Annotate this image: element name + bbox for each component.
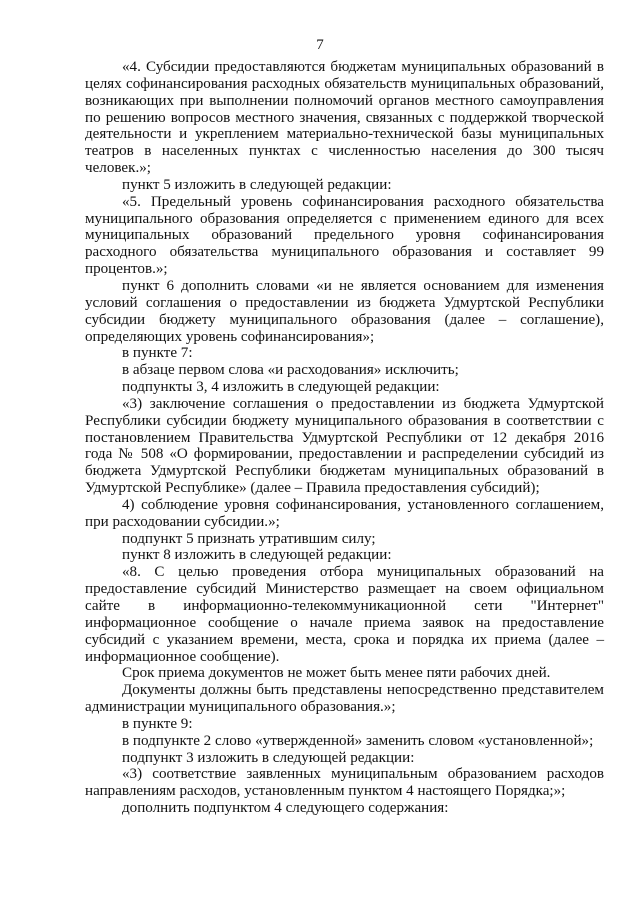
paragraph: в пункте 7: <box>122 345 193 362</box>
paragraph: Документы должны быть представлены непосредственно представителем администрации муниципального образования.»; <box>85 682 604 716</box>
paragraph: пункт 5 изложить в следующей редакции: <box>122 176 392 193</box>
paragraph: пункт 6 дополнить словами «и не является основанием для изменения условий соглашения о предоставлении из бюджета Удмуртской Республики субсидии бюджету муниципального образования (далее – соглашение), определяющих уровень софинансирования»; <box>85 277 604 345</box>
paragraph: в подпункте 2 слово «утвержденной» заменить словом «установленной»; <box>122 732 594 749</box>
paragraph: «8. С целью проведения отбора муниципальных образований на предоставление субсидий Министерство размещает на своем официальном сайте в информационно-телекоммуникационной сети "Интернет" информационное сообщение о начале приема заявок на предоставление субсидий с указанием времени, места, срока и порядка их приема (далее – информационное сообщение). <box>85 564 604 665</box>
paragraph: «5. Предельный уровень софинансирования расходного обязательства муниципального образования определяется с применением единого для всех муниципальных образований предельного уровня софинансирования расходного обязательства муниципального образования и составляет 99 процентов.»; <box>85 193 604 278</box>
document-body <box>85 59 604 817</box>
paragraph: в абзаце первом слова «и расходования» исключить; <box>122 362 459 379</box>
paragraph: подпункты 3, 4 изложить в следующей редакции: <box>122 379 440 396</box>
paragraph: Срок приема документов не может быть менее пяти рабочих дней. <box>122 665 551 682</box>
paragraph: подпункт 3 изложить в следующей редакции: <box>122 749 415 766</box>
paragraph: 4) соблюдение уровня софинансирования, установленного соглашением, при расходовании субсидии.»; <box>85 496 604 530</box>
paragraph: «4. Субсидии предоставляются бюджетам муниципальных образований в целях софинансирования расходных обязательств муниципальных образований, возникающих при выполнении полномочий органов местного самоуправления по решению вопросов местного значения, связанных с поддержкой творческой деятельности и укреплением материально-технической базы муниципальных театров в населенных пунктах с численностью населения до 300 тысяч человек.»; <box>85 59 604 177</box>
paragraph: пункт 8 изложить в следующей редакции: <box>122 547 392 564</box>
paragraph: подпункт 5 признать утратившим силу; <box>122 530 376 547</box>
paragraph: дополнить подпунктом 4 следующего содержания: <box>122 800 449 817</box>
paragraph: «3) соответствие заявленных муниципальным образованием расходов направлениям расходов, установленным пунктом 4 настоящего Порядка;»; <box>85 766 604 800</box>
paragraph: в пункте 9: <box>122 715 193 732</box>
page-number: 7 <box>316 37 324 53</box>
paragraph: «3) заключение соглашения о предоставлении из бюджета Удмуртской Республики субсидии бюджету муниципального образования в соответствии с постановлением Правительства Удмуртской Республики от 12 декабря 2016 года № 508 «О формировании, предоставлении и распределении субсидий из бюджета Удмуртской Республики бюджетам муниципальных образований в Удмуртской Республике» (далее – Правила предоставления субсидий); <box>85 395 604 497</box>
